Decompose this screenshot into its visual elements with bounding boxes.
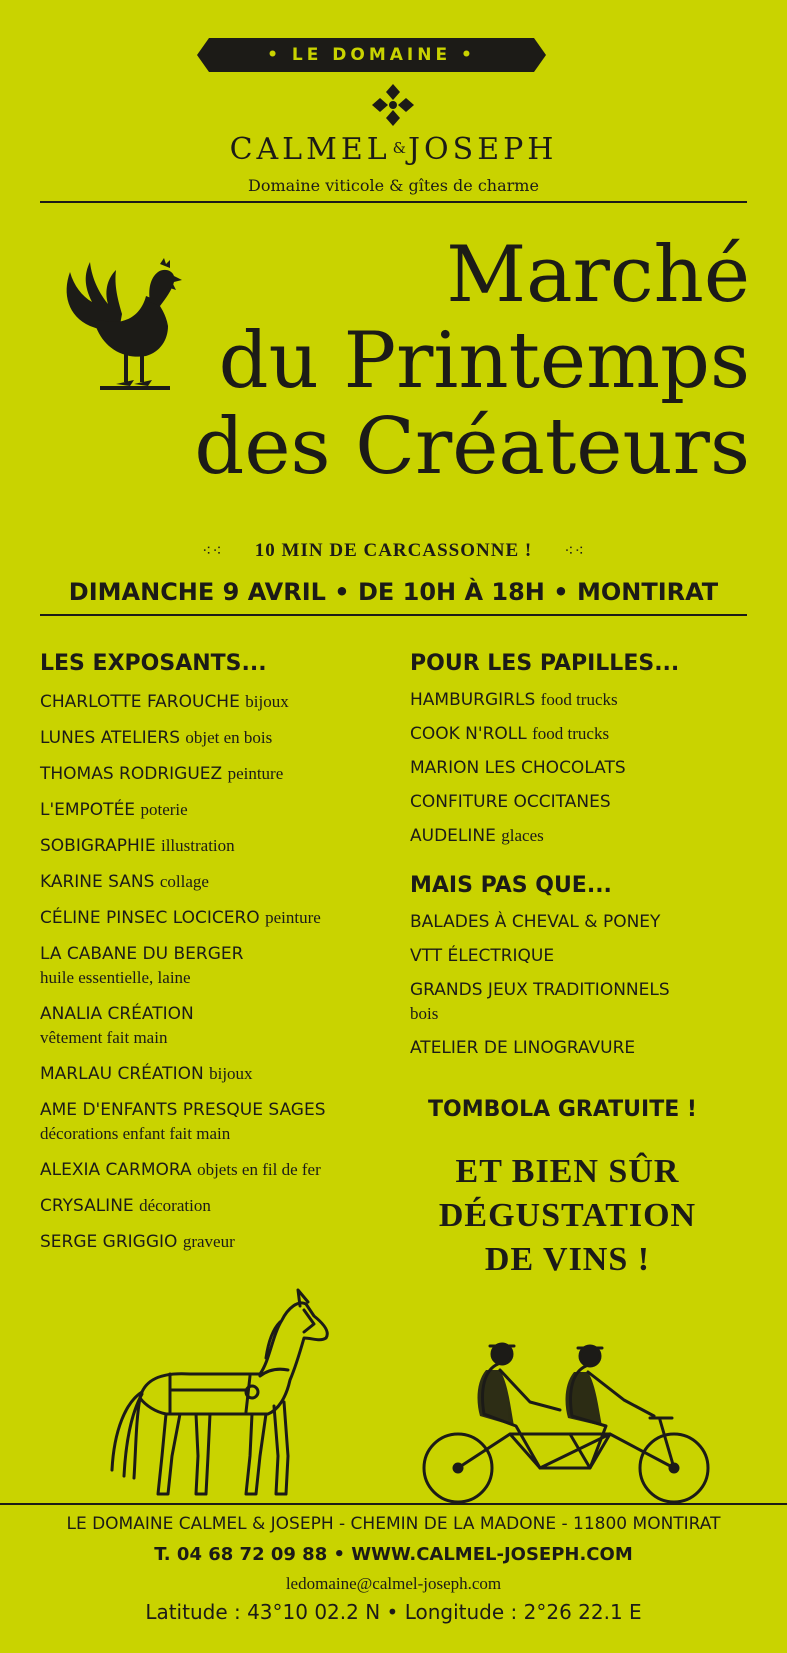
tagline: Domaine viticole & gîtes de charme — [248, 176, 539, 195]
activity-item-description: bois — [410, 1004, 439, 1023]
event-title-line-1: Marché — [446, 230, 750, 320]
exhibitor-item — [40, 1194, 390, 1218]
activity-item-name: BALADES À CHEVAL & PONEY — [410, 912, 661, 932]
banner-bullet-right: • — [451, 45, 476, 65]
food-item — [410, 688, 750, 712]
brand-name-left: CALMEL — [229, 132, 391, 167]
event-title-line-3: des Créateurs — [194, 402, 750, 492]
exhibitor-item-description: décoration — [139, 1196, 211, 1215]
exhibitor-item — [40, 1230, 390, 1254]
header-banner — [209, 38, 534, 72]
exhibitor-item-description: bijoux — [245, 692, 289, 711]
ornament-left: ⁖⁖ — [202, 543, 223, 560]
exhibitor-item-description: décorations enfant fait main — [40, 1124, 231, 1143]
activity-item — [410, 978, 750, 1026]
footer-coordinates: Latitude : 43°10 02.2 N • Longitude : 2°26 22.1 E — [145, 1600, 642, 1624]
food-item — [410, 824, 750, 848]
footer-phone-website: T. 04 68 72 09 88 • WWW.CALMEL-JOSEPH.COM — [154, 1544, 633, 1565]
date-divider — [40, 614, 747, 616]
food-item-name: COOK N'ROLL — [410, 724, 527, 744]
exhibitor-item-name: CÉLINE PINSEC LOCICERO — [40, 908, 260, 928]
exhibitor-item — [40, 942, 390, 990]
exhibitor-item-name: ALEXIA CARMORA — [40, 1160, 192, 1180]
food-item — [410, 790, 750, 814]
exhibitor-item — [40, 1158, 390, 1182]
food-item-description: food trucks — [532, 724, 610, 743]
exhibitor-item-description: objets en fil de fer — [197, 1160, 321, 1179]
exhibitor-item-name: ANALIA CRÉATION — [40, 1004, 194, 1024]
banner-right-ribbon — [534, 38, 546, 72]
exhibitor-item — [40, 798, 390, 822]
rooster-illustration — [60, 256, 192, 398]
activities-title: MAIS PAS QUE... — [410, 873, 612, 898]
exhibitor-item — [40, 906, 390, 930]
activity-item-name: VTT ÉLECTRIQUE — [410, 946, 555, 966]
brand-name-right: JOSEPH — [408, 132, 558, 167]
activity-item — [410, 944, 750, 968]
exhibitors-list — [40, 690, 390, 1254]
exhibitor-item-name: LA CABANE DU BERGER — [40, 944, 244, 964]
footer-address: LE DOMAINE CALMEL & JOSEPH - CHEMIN DE LA MADONE - 11800 MONTIRAT — [66, 1514, 721, 1534]
food-item-description: glaces — [501, 826, 544, 845]
exhibitor-item-name: LUNES ATELIERS — [40, 728, 180, 748]
exhibitor-item-description: graveur — [182, 1232, 235, 1251]
exhibitor-item-name: MARLAU CRÉATION — [40, 1064, 204, 1084]
activities-list — [410, 910, 750, 1060]
exhibitor-item-name: AME D'ENFANTS PRESQUE SAGES — [40, 1100, 326, 1120]
food-section — [410, 650, 750, 1070]
subtitle-text: 10 MIN DE CARCASSONNE ! — [254, 540, 533, 561]
clover-logo-icon — [370, 82, 416, 128]
wine-line-3: DE VINS ! — [484, 1241, 651, 1278]
exhibitor-item-name: CHARLOTTE FAROUCHE — [40, 692, 240, 712]
subtitle — [0, 540, 787, 562]
footer-divider — [0, 1503, 787, 1505]
exhibitor-item-name: THOMAS RODRIGUEZ — [40, 764, 223, 784]
food-item-name: HAMBURGIRLS — [410, 690, 536, 710]
food-title: POUR LES PAPILLES... — [410, 651, 680, 676]
exhibitor-item-description: collage — [159, 872, 209, 891]
exhibitor-item-description: bijoux — [209, 1064, 253, 1083]
exhibitor-item — [40, 834, 390, 858]
activity-item-name: ATELIER DE LINOGRAVURE — [410, 1038, 636, 1058]
food-item-name: AUDELINE — [410, 826, 496, 846]
tombola-text: TOMBOLA GRATUITE ! — [428, 1097, 697, 1122]
tandem-bicycle-illustration — [410, 1330, 750, 1510]
brand-ampersand: & — [392, 139, 407, 157]
food-item — [410, 756, 750, 780]
food-list — [410, 688, 750, 848]
exhibitor-item-description: vêtement fait main — [40, 1028, 168, 1047]
footer-email: ledomaine@calmel-joseph.com — [285, 1574, 502, 1593]
ornament-right: ⁖⁖ — [564, 543, 585, 560]
banner-left-ribbon — [197, 38, 209, 72]
exhibitor-item-description: objet en bois — [185, 728, 273, 747]
exhibitor-item-name: SOBIGRAPHIE — [40, 836, 156, 856]
exhibitor-item — [40, 726, 390, 750]
exhibitor-item — [40, 690, 390, 714]
exhibitor-item-description: peinture — [265, 908, 321, 927]
banner-bullet-left: • — [267, 45, 292, 65]
food-item-description: food trucks — [540, 690, 618, 709]
exhibitors-section — [40, 650, 390, 1266]
exhibitor-item-description: poterie — [140, 800, 188, 819]
header-divider — [40, 201, 747, 203]
exhibitor-item-name: SERGE GRIGGIO — [40, 1232, 178, 1252]
exhibitor-item — [40, 1062, 390, 1086]
wine-line-1: ET BIEN SÛR — [455, 1153, 680, 1190]
event-date-line: DIMANCHE 9 AVRIL • DE 10H À 18H • MONTIRAT — [68, 578, 719, 606]
activity-item — [410, 1036, 750, 1060]
brand-name — [0, 132, 787, 167]
exhibitor-item-name: KARINE SANS — [40, 872, 155, 892]
food-item-name: MARION LES CHOCOLATS — [410, 758, 626, 778]
exhibitor-item-name: CRYSALINE — [40, 1196, 134, 1216]
event-title-line-2: du Printemps — [218, 316, 750, 406]
exhibitor-item-name: L'EMPOTÉE — [40, 800, 136, 820]
exhibitor-item — [40, 1098, 390, 1146]
activity-item — [410, 910, 750, 934]
exhibitor-item-description: peinture — [227, 764, 284, 783]
wine-line-2: DÉGUSTATION — [438, 1197, 697, 1234]
exhibitor-item — [40, 1002, 390, 1050]
food-item-name: CONFITURE OCCITANES — [410, 792, 611, 812]
harnessed-horse-illustration — [100, 1280, 340, 1510]
exhibitor-item-description: illustration — [160, 836, 235, 855]
exhibitors-title: LES EXPOSANTS... — [40, 651, 267, 676]
exhibitor-item-description: huile essentielle, laine — [40, 968, 191, 987]
activity-item-name: GRANDS JEUX TRADITIONNELS — [410, 980, 670, 1000]
exhibitor-item — [40, 762, 390, 786]
banner-text: LE DOMAINE — [291, 45, 452, 65]
wine-tasting-text — [410, 1150, 725, 1282]
food-item — [410, 722, 750, 746]
exhibitor-item — [40, 870, 390, 894]
